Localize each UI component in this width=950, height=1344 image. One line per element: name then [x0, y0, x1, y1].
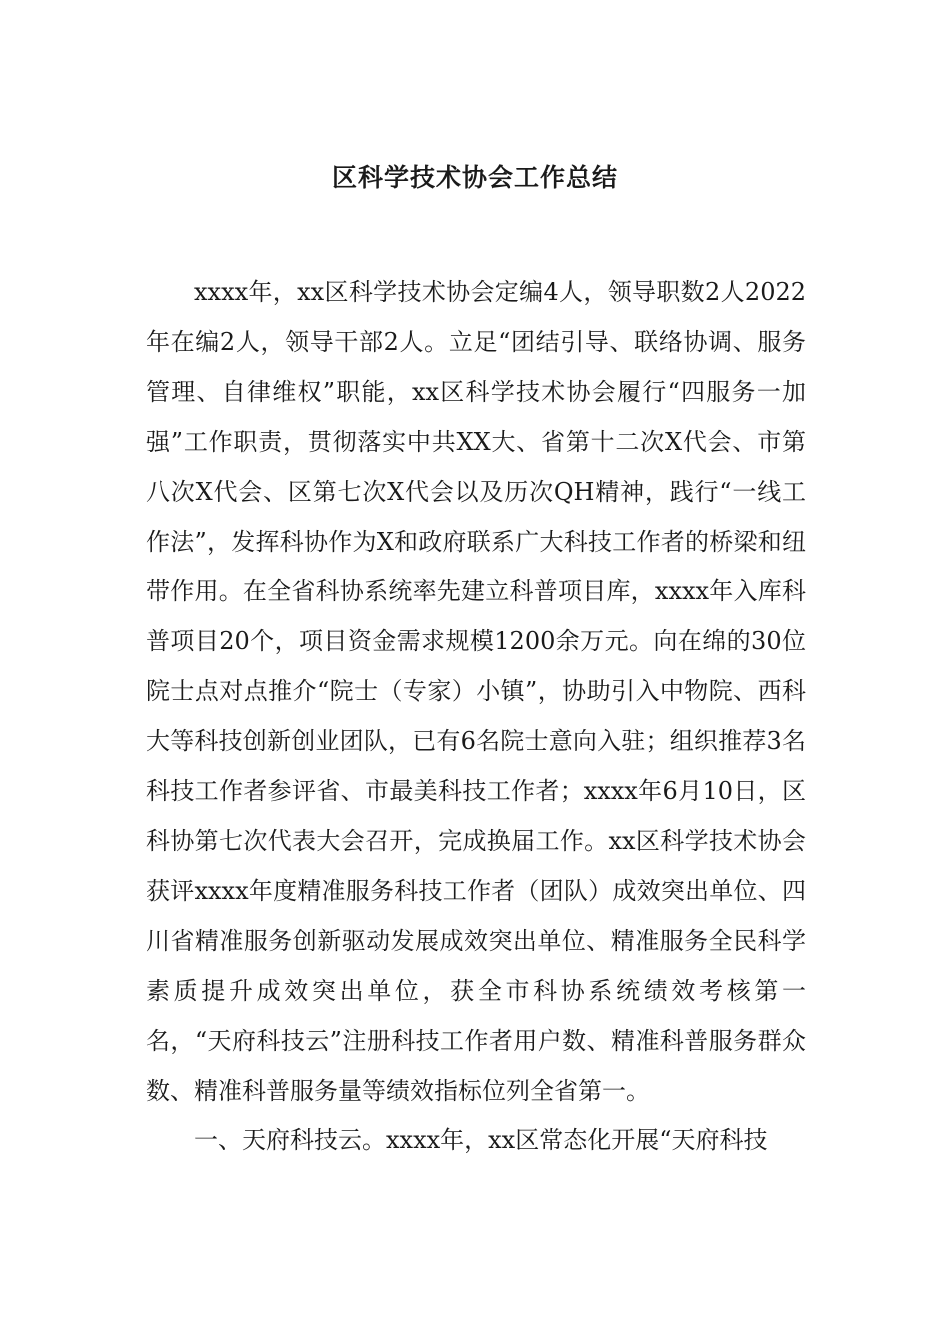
paragraph-section-one: 一、天府科技云。xxxx年，xx区常态化开展“天府科技 [194, 1126, 768, 1155]
document-body [146, 268, 806, 1166]
document-title: 区科学技术协会工作总结 [331, 163, 618, 192]
paragraph-summary: xxxx年，xx区科学技术协会定编4人，领导职数2人2022年在编2人，领导干部2人。立足“团结引导、联络协调、服务管理、自律维权”职能，xx区科学技术协会履行“四服务一加强”工作职责，贯彻落实中共XX大、省第十二次X代会、市第八次X代会、区第七次X代会以及历次QH精神，践行“一线工作法”，发挥科协作为X和政府联系广大科技工作者的桥梁和纽带作用。在全省科协系统率先建立科普项目库，xxxx年入库科普项目20个，项目资金需求规模1200余万元。向在绵的30位院士点对点推介“院士（专家）小镇”，协助引入中物院、西科大等科技创新创业团队，已有6名院士意向入驻；组织推荐3名科技工作者参评省、市最美科技工作者；xxxx年6月10日，区科协第七次代表大会召开，完成换届工作。xx区科学技术协会获评xxxx年度精准服务科技工作者（团队）成效突出单位、四川省精准服务创新驱动发展成效突出单位、精准服务全民科学素质提升成效突出单位，获全市科协系统绩效考核第一名，“天府科技云”注册科技工作者用户数、精准科普服务群众数、精准科普服务量等绩效指标位列全省第一。 [146, 278, 806, 1105]
